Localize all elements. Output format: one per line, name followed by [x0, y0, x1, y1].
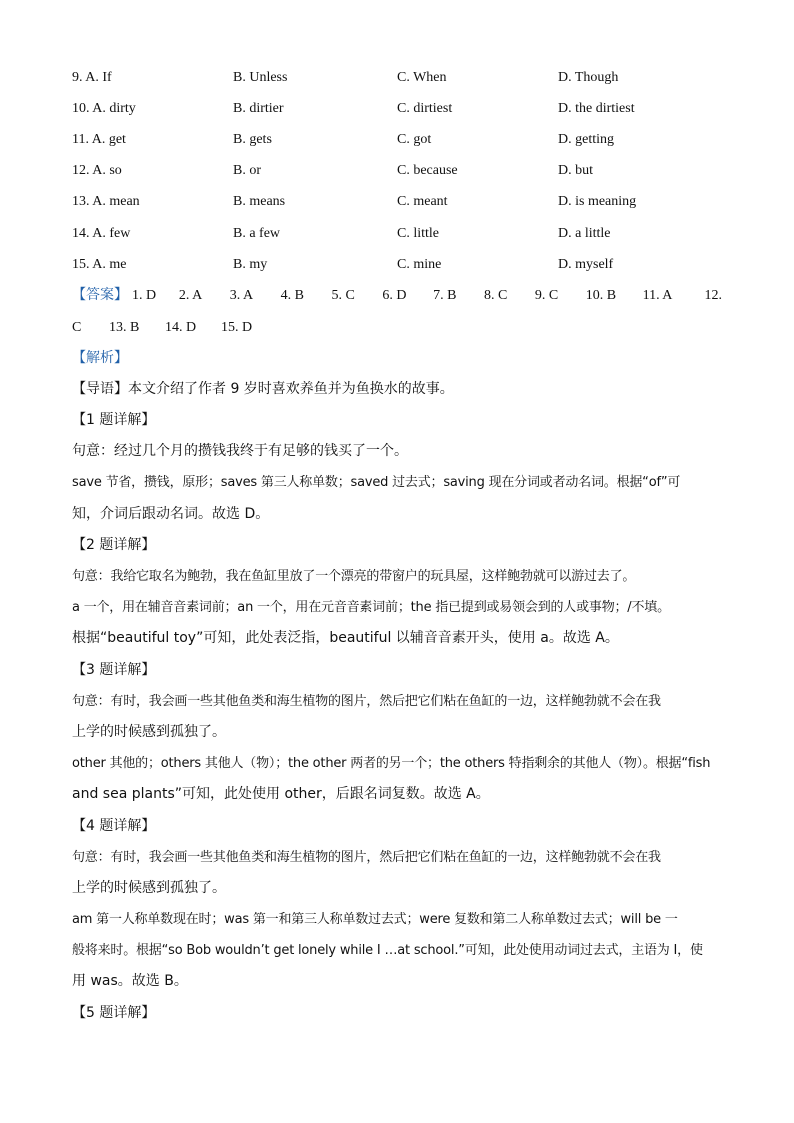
explanation-line: am 第一人称单数现在时；was 第一和第三人称单数过去式；were 复数和第二人称单数过去式；will be 一: [72, 912, 678, 928]
option-row-9: [72, 62, 722, 93]
sentence-meaning: 上学的时候感到孤独了。: [72, 879, 226, 896]
question-5-detail: [72, 998, 722, 1029]
analysis-heading: 【解析】: [72, 349, 128, 366]
explanation-line: 知，介词后跟动名词。故选 D。: [72, 505, 270, 522]
document-page: [72, 62, 722, 1029]
option-row-14: [72, 218, 722, 249]
answer-item: 9. C: [534, 288, 559, 304]
option-a: 15. A. me: [72, 256, 127, 272]
options-table: [72, 62, 722, 280]
section-heading: 【4 题详解】: [72, 817, 156, 834]
question-3-detail: [72, 655, 722, 811]
sentence-meaning: 句意：有时，我会画一些其他鱼类和海生植物的图片，然后把它们粘在鱼缸的一边，这样鲍勃就不会在我: [72, 849, 661, 865]
option-c: C. mine: [397, 256, 442, 272]
explanation-line: 般将来时。根据“so Bob wouldn’t get lonely while I …at school.”可知，此处使用动词过去式，主语为 I，使: [72, 943, 703, 959]
option-d: D. a little: [558, 225, 611, 241]
guide-text: 【导语】本文介绍了作者 9 岁时喜欢养鱼并为鱼换水的故事。: [72, 380, 454, 397]
sentence-meaning: 上学的时候感到孤独了。: [72, 723, 226, 740]
answer-item: 1. D: [132, 288, 157, 304]
section-heading: 【2 题详解】: [72, 536, 156, 553]
option-c: C. got: [397, 131, 432, 147]
answer-line-1: [72, 280, 722, 311]
option-c: C. dirtiest: [397, 100, 453, 116]
sentence-meaning: 句意：有时，我会画一些其他鱼类和海生植物的图片，然后把它们粘在鱼缸的一边，这样鲍勃就不会在我: [72, 693, 661, 709]
option-b: B. gets: [233, 131, 272, 147]
answer-item: 2. A: [178, 288, 203, 304]
answer-item: 4. B: [280, 288, 304, 304]
answer-item: 7. B: [433, 288, 457, 304]
sentence-meaning: 句意：我给它取名为鲍勃，我在鱼缸里放了一个漂亮的带窗户的玩具屋，这样鲍勃就可以游过去了。: [72, 569, 636, 584]
section-heading: 【3 题详解】: [72, 661, 156, 678]
explanation-line: and sea plants”可知，此处使用 other，后跟名词复数。故选 A。: [72, 786, 490, 803]
option-b: B. my: [233, 256, 268, 272]
option-b: B. dirtier: [233, 100, 284, 116]
explanation-line: save 节省，攒钱，原形；saves 第三人称单数；saved 过去式；saving 现在分词或者动名词。根据“of”可: [72, 475, 681, 491]
answer-item: 3. A: [229, 288, 254, 304]
answer-item: 11. A: [642, 288, 673, 304]
question-2-detail: [72, 530, 722, 655]
option-row-15: [72, 249, 722, 280]
question-4-detail: [72, 811, 722, 998]
option-a: 12. A. so: [72, 163, 122, 179]
section-heading: 【1 题详解】: [72, 412, 156, 429]
option-b: B. a few: [233, 225, 281, 241]
answer-section: [72, 280, 722, 342]
explanation-line: other 其他的；others 其他人（物）；the other 两者的另一个；the others 特指剩余的其他人（物）。根据“fish: [72, 756, 711, 772]
question-1-detail: [72, 405, 722, 530]
answer-item: 15. D: [221, 319, 253, 335]
option-c: C. When: [397, 69, 447, 85]
option-a: 13. A. mean: [72, 194, 140, 210]
option-row-10: [72, 93, 722, 124]
answer-line-2: [72, 312, 722, 343]
option-row-13: [72, 187, 722, 218]
answer-item: 8. C: [484, 288, 508, 304]
option-row-12: [72, 156, 722, 187]
answer-item: 13. B: [109, 319, 140, 335]
option-b: B. means: [233, 194, 286, 210]
option-d: D. myself: [558, 256, 614, 272]
answer-item: 14. D: [165, 319, 197, 335]
explanation-line: 用 was。故选 B。: [72, 973, 188, 990]
section-heading: 【5 题详解】: [72, 1004, 156, 1021]
answer-item: 6. D: [382, 288, 407, 304]
option-b: B. Unless: [233, 69, 288, 85]
explanation-line: a 一个，用在辅音音素词前；an 一个，用在元音音素词前；the 指已提到或易领会到的人或事物；/不填。: [72, 600, 670, 616]
option-d: D. Though: [558, 69, 619, 85]
option-c: C. little: [397, 225, 439, 241]
option-c: C. meant: [397, 194, 448, 210]
answer-tag: 【答案】: [72, 287, 128, 304]
option-a: 14. A. few: [72, 225, 131, 241]
answer-item: 10. B: [585, 288, 617, 304]
answer-item: 5. C: [331, 288, 355, 304]
answer-item: C: [72, 319, 82, 335]
option-d: D. getting: [558, 131, 614, 147]
option-a: 11. A. get: [72, 131, 126, 147]
sentence-meaning: 句意：经过几个月的攒钱我终于有足够的钱买了一个。: [72, 443, 408, 460]
option-a: 10. A. dirty: [72, 100, 136, 116]
option-c: C. because: [397, 163, 458, 179]
option-b: B. or: [233, 163, 261, 179]
option-d: D. but: [558, 163, 593, 179]
option-a: 9. A. If: [72, 69, 112, 85]
option-d: D. the dirtiest: [558, 100, 635, 116]
explanation-line: 根据“beautiful toy”可知，此处表泛指，beautiful 以辅音音素开头，使用 a。故选 A。: [72, 630, 619, 647]
answer-item: 12.: [704, 288, 722, 304]
option-row-11: [72, 124, 722, 155]
option-d: D. is meaning: [558, 194, 637, 210]
